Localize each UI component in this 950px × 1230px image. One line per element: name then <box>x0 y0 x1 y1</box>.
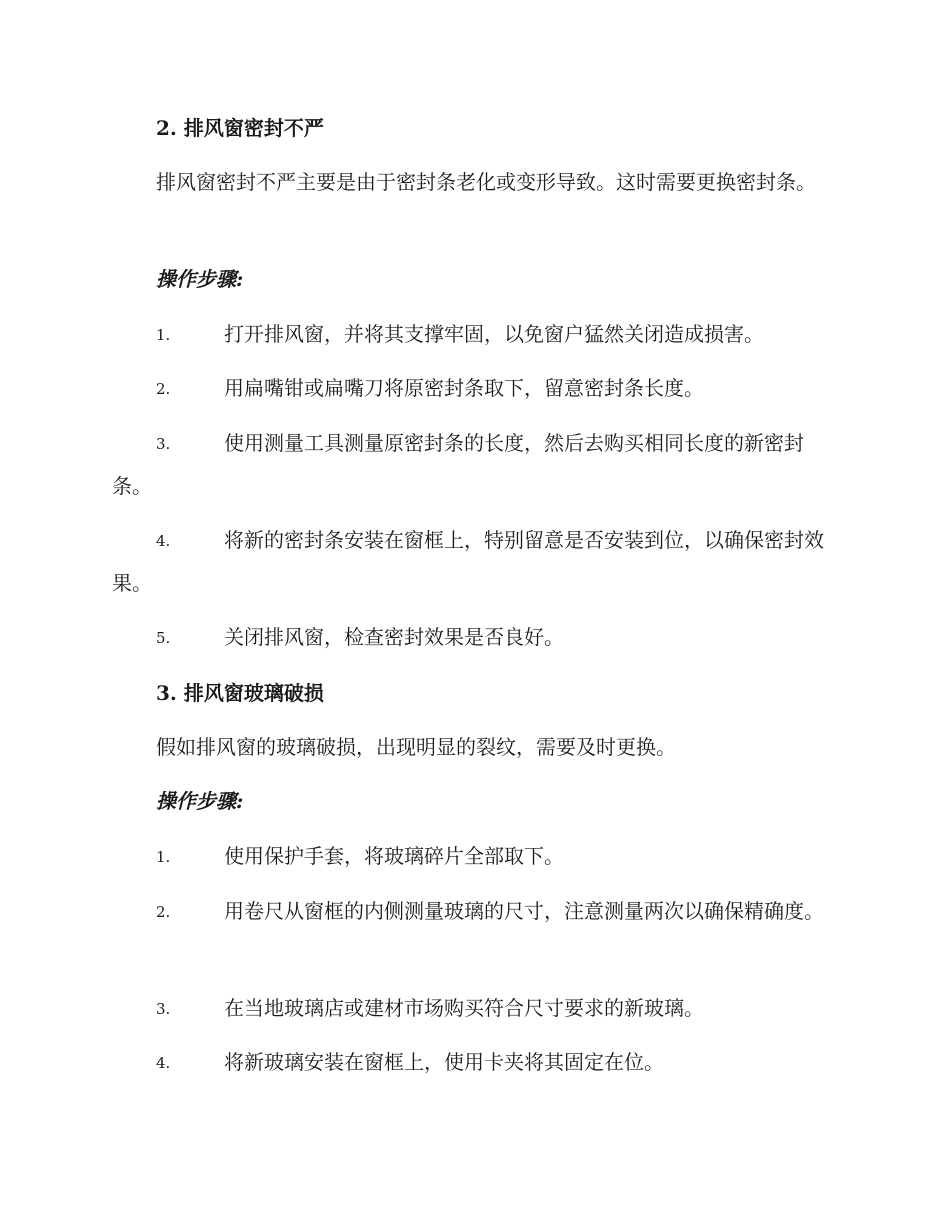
section-heading: 3. 排风窗玻璃破损 <box>156 681 324 705</box>
list-item-text: 用卷尺从窗框的内侧测量玻璃的尺寸，注意测量两次以确保精确度。 <box>224 899 824 923</box>
list-item-number: 2. <box>156 903 171 921</box>
list-item-text: 关闭排风窗，检查密封效果是否良好。 <box>224 625 564 649</box>
list-item-text: 使用保护手套，将玻璃碎片全部取下。 <box>224 844 564 868</box>
list-item-text: 将新玻璃安装在窗框上，使用卡夹将其固定在位。 <box>224 1050 664 1074</box>
section-intro: 假如排风窗的玻璃破损，出现明显的裂纹，需要及时更换。 <box>156 735 676 759</box>
list-item <box>112 1041 834 1084</box>
list-item-number: 5. <box>156 629 171 647</box>
list-item-number: 3. <box>156 1000 171 1018</box>
list-item-text: 打开排风窗，并将其支撑牢固，以免窗户猛然关闭造成损害。 <box>224 322 764 346</box>
list-item <box>112 835 834 878</box>
list-item <box>112 367 834 410</box>
list-item <box>112 422 834 507</box>
section-intro: 排风窗密封不严主要是由于密封条老化或变形导致。这时需要更换密封条。 <box>156 170 816 194</box>
list-item-text: 使用测量工具测量原密封条的长度，然后去购买相同长度的新密封条。 <box>112 431 804 498</box>
list-item-text: 在当地玻璃店或建材市场购买符合尺寸要求的新玻璃。 <box>224 996 704 1020</box>
list-item <box>112 890 834 933</box>
steps-title: 操作步骤: <box>156 267 244 291</box>
list-item <box>112 519 834 604</box>
list-item-text: 将新的密封条安装在窗框上，特别留意是否安装到位，以确保密封效果。 <box>112 528 824 595</box>
list-item <box>112 616 834 659</box>
list-item <box>112 313 834 356</box>
list-item-number: 4. <box>156 532 171 550</box>
section-heading: 2. 排风窗密封不严 <box>156 116 324 140</box>
list-item-number: 1. <box>156 848 171 866</box>
list-item-number: 4. <box>156 1054 171 1072</box>
list-item <box>112 987 834 1030</box>
list-item-number: 2. <box>156 380 171 398</box>
steps-title: 操作步骤: <box>156 789 244 813</box>
list-item-number: 3. <box>156 435 171 453</box>
list-item-number: 1. <box>156 326 171 344</box>
list-item-text: 用扁嘴钳或扁嘴刀将原密封条取下，留意密封条长度。 <box>224 376 704 400</box>
